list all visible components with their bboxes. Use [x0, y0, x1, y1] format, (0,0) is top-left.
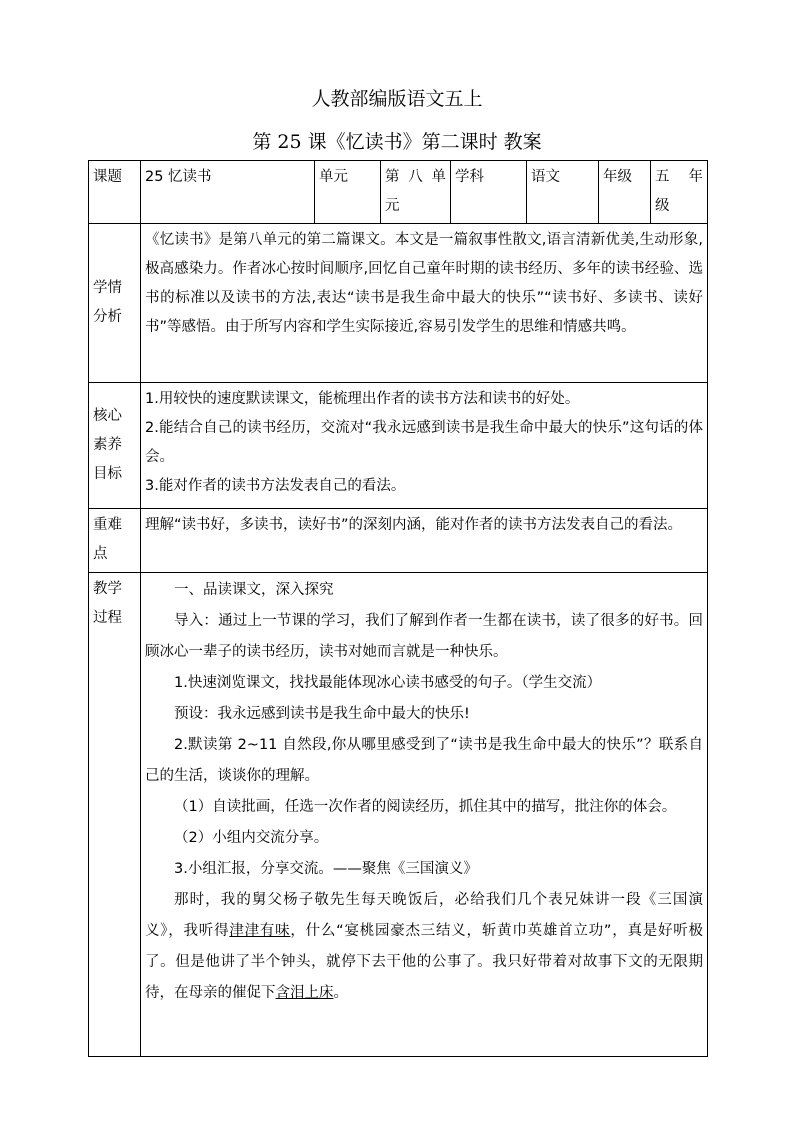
quote-text: 。 [333, 985, 348, 1001]
analysis-row [89, 224, 708, 383]
process-content [141, 573, 708, 1057]
document-title: 人教部编版语文五上 [311, 88, 483, 110]
process-section-heading: 一、品读课文，深入探究 [174, 582, 334, 598]
analysis-label: 学情分析 [89, 224, 141, 383]
goal-item: 1.用较快的速度默读课文，能梳理出作者的读书方法和读书的好处。 [145, 391, 580, 407]
process-sub-1: （1）自读批画，任选一次作者的阅读经历，抓住其中的描写，批注你的体会。 [174, 799, 677, 815]
process-sub-2: （2）小组内交流分享。 [174, 830, 329, 846]
quote-text: 那时，我的舅父杨子敬先生每天晚饭后，必给我们几个表兄妹讲一段《三国演义》，我听得 [145, 892, 703, 939]
key-points-text: 理解“读书好，多读书，读好书”的深刻内涵，能对作者的读书方法发表自己的看法。 [141, 509, 708, 573]
underlined-phrase: 含泪上床 [275, 985, 334, 1001]
process-step-3: 3.小组汇报，分享交流。——聚焦《三国演义》 [174, 861, 478, 877]
process-step-2: 2.默读第 2~11 自然段,你从哪里感受到了“读书是我生命中最大的快乐”？联系自己的生活，谈谈你的理解。 [145, 737, 703, 784]
process-label: 教学过程 [89, 573, 141, 1057]
unit-label: 单元 [315, 161, 381, 224]
goals-list [141, 383, 708, 509]
subject-label: 学科 [451, 161, 527, 224]
analysis-text: 《忆读书》是第八单元的第二篇课文。本文是一篇叙事性散文,语言清新优美,生动形象,极高感染力。作者冰心按时间顺序,回忆自己童年时期的读书经历、多年的读书经验、选书的标准以及读书的方法,表达“读书是我生命中最大的快乐”“读书好、多读书、读好书”等感悟。由于所写内容和学生实际接近,容易引发学生的思维和情感共鸣。 [141, 224, 708, 383]
key-points-row [89, 509, 708, 573]
lesson-plan-table [88, 160, 708, 1057]
process-quote [145, 885, 703, 1009]
unit-value: 第 八 单 元 [381, 161, 451, 224]
grade-value: 五 年 级 [651, 161, 708, 224]
process-preset: 预设：我永远感到读书是我生命中最大的快乐! [174, 706, 470, 722]
process-intro: 导入：通过上一节课的学习，我们了解到作者一生都在读书，读了很多的好书。回顾冰心一辈子的读书经历，读书对她而言就是一种快乐。 [145, 613, 703, 660]
goals-row [89, 383, 708, 509]
key-points-label: 重难点 [89, 509, 141, 573]
quote-text: ，什么“宴桃园豪杰三结义，斩黄巾英雄首立功”，真是好听极了。但是他讲了半个钟头，就停下去干他的公事了。我只好带着对故事下文的无限期待，在母亲的催促下 [145, 923, 704, 1001]
header-row [89, 161, 708, 224]
goals-label: 核心素养目标 [89, 383, 141, 509]
subject-value: 语文 [527, 161, 599, 224]
process-step-1: 1.快速浏览课文，找找最能体现冰心读书感受的句子。（学生交流） [174, 675, 602, 691]
underlined-phrase: 津津有味 [229, 923, 291, 939]
goal-item: 3.能对作者的读书方法发表自己的看法。 [145, 478, 406, 494]
grade-label: 年级 [599, 161, 651, 224]
topic-value: 25 忆读书 [141, 161, 315, 224]
topic-label: 课题 [89, 161, 141, 224]
goal-item: 2.能结合自己的读书经历，交流对“我永远感到读书是我生命中最大的快乐”这句话的体会。 [145, 420, 703, 465]
document-subtitle: 第 25 课《忆读书》第二课时 教案 [252, 131, 542, 153]
process-row [89, 573, 708, 1057]
